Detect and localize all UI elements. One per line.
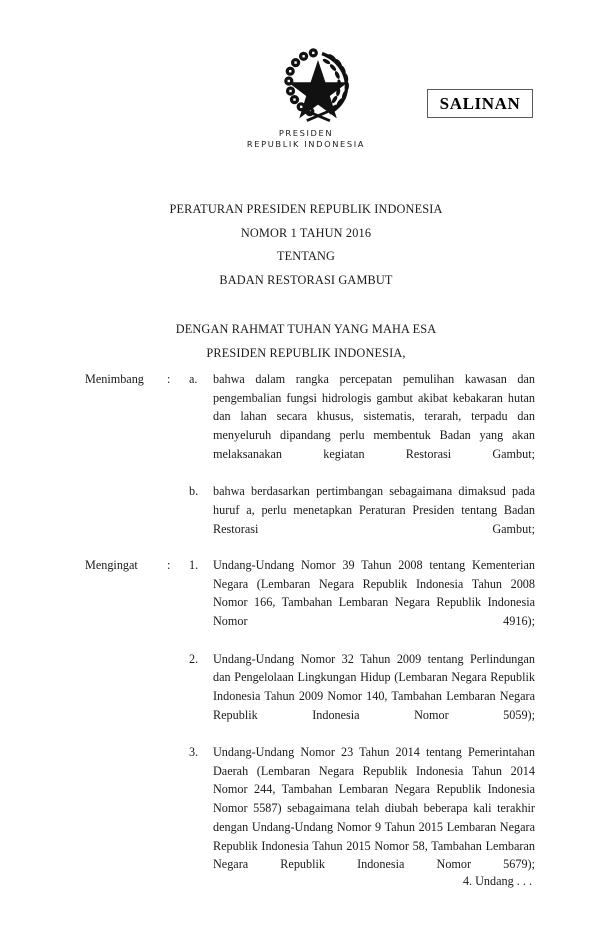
title-line-about: TENTANG xyxy=(276,249,336,263)
document-title-block xyxy=(80,198,532,292)
preamble-block xyxy=(80,318,532,365)
list-item-text: bahwa dalam rangka percepatan pemulihan kawasan dan pengembalian fungsi hidrologis gambut akibat kebakaran hutan dan lahan secara khusus, sistematis, terarah, terpadu dan menyeluruh dipandang perlu membentuk Badan yang akan melaksanakan kegiatan Restorasi Gambut; xyxy=(213,372,535,461)
section-colon-menimbang: : xyxy=(167,372,171,386)
list-item xyxy=(189,743,535,893)
list-item-text: Undang-Undang Nomor 23 Tahun 2014 tentang Pemerintahan Daerah (Lembaran Negara Republik Indonesia Tahun 2014 Nomor 244, Tambahan Lembaran Negara Republik Indonesia Nomor 5587) sebagaimana telah diubah beberapa kali terakhir dengan Undang-Undang Nomor 9 Tahun 2015 Lembaran Negara Republik Indonesia Tahun 2015 Nomor 58, Tambahan Lembaran Negara Republik Indonesia Nomor 5679); xyxy=(213,745,535,872)
section-items-mengingat xyxy=(189,556,535,893)
clause-row xyxy=(85,556,535,893)
list-item-marker: 3. xyxy=(189,745,199,760)
preamble-line-blessing: DENGAN RAHMAT TUHAN YANG MAHA ESA xyxy=(175,322,437,336)
presidential-seal-icon xyxy=(270,36,366,132)
list-item-text: Undang-Undang Nomor 39 Tahun 2008 tentang Kementerian Negara (Lembaran Negara Republik Indonesia Tahun 2008 Nomor 166, Tambahan Lembaran Negara Republik Indonesia Nomor 4916); xyxy=(213,558,535,629)
title-line-subject: BADAN RESTORASI GAMBUT xyxy=(219,272,393,287)
list-item xyxy=(189,370,535,482)
list-item-marker: 2. xyxy=(189,651,199,666)
emblem-caption-line-1: PRESIDEN xyxy=(278,128,334,138)
section-mengingat xyxy=(85,556,535,893)
list-item xyxy=(189,650,535,744)
salinan-stamp xyxy=(427,89,533,118)
list-item-marker: a. xyxy=(189,372,198,386)
list-item xyxy=(189,556,535,650)
clause-row xyxy=(85,370,535,557)
section-colon-mengingat: : xyxy=(167,558,171,572)
emblem-caption-line-2: REPUBLIK INDONESIA xyxy=(246,139,366,149)
section-items-menimbang xyxy=(189,370,535,557)
list-item-text: bahwa berdasarkan pertimbangan sebagaimana dimaksud pada huruf a, perlu menetapkan Peraturan Presiden tentang Badan Restorasi Gambut; xyxy=(213,484,535,536)
section-menimbang xyxy=(85,370,535,557)
title-line-regulation: PERATURAN PRESIDEN REPUBLIK INDONESIA xyxy=(169,202,443,216)
list-item-marker: 1. xyxy=(189,558,199,572)
section-label-mengingat: Mengingat xyxy=(85,558,138,572)
salinan-stamp-label: SALINAN xyxy=(439,93,521,113)
emblem-caption xyxy=(0,128,612,150)
preamble-line-president: PRESIDEN REPUBLIK INDONESIA, xyxy=(206,345,406,360)
list-item xyxy=(189,482,535,557)
section-label-menimbang: Menimbang xyxy=(85,372,144,386)
footer-catchword: 4. Undang . . . xyxy=(462,874,532,888)
list-item-marker: b. xyxy=(189,484,199,499)
title-line-number: NOMOR 1 TAHUN 2016 xyxy=(240,225,372,240)
list-item-text: Undang-Undang Nomor 32 Tahun 2009 tentang Perlindungan dan Pengelolaan Lingkungan Hidup (Lembaran Negara Republik Indonesia Tahun 2009 Nomor 140, Tambahan Lembaran Negara Republik Indonesia Nomor 5059); xyxy=(213,651,535,722)
